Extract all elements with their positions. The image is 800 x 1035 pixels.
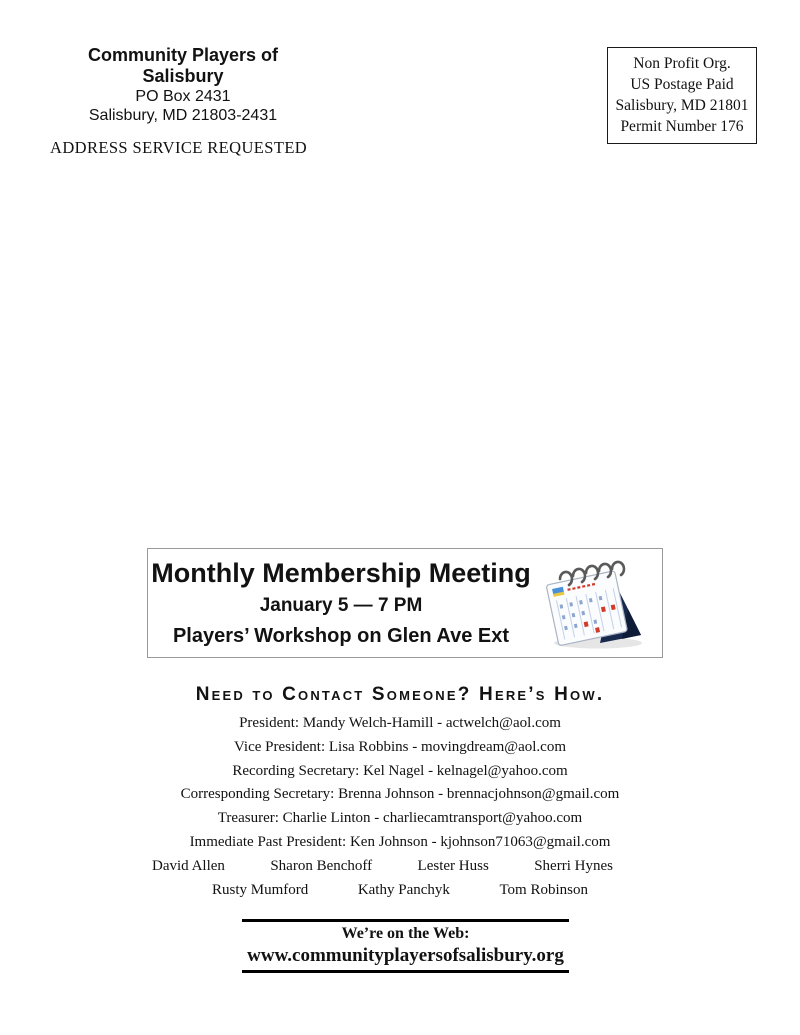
sender-city-line: Salisbury, MD 21803-2431	[88, 107, 278, 124]
board-member-name: Tom Robinson	[499, 881, 588, 898]
board-member-name: David Allen	[152, 857, 225, 874]
board-members-row	[212, 879, 588, 903]
organization-name: Community Players of Salisbury	[87, 45, 279, 86]
meeting-announcement-box	[147, 548, 663, 658]
postage-line: US Postage Paid	[630, 76, 734, 93]
board-member-name: Sharon Benchoff	[270, 857, 373, 874]
officer-contact-line: Vice President: Lisa Robbins - movingdream@aol.com	[233, 738, 566, 755]
board-members-row	[152, 855, 613, 879]
board-member-name: Rusty Mumford	[212, 881, 309, 898]
meeting-location: Players’ Workshop on Glen Ave Ext	[172, 625, 510, 647]
contacts-heading: Need to Contact Someone? Here’s How.	[195, 684, 605, 705]
website-url: www.communityplayersofsalisbury.org	[247, 945, 564, 966]
web-banner-label: We’re on the Web:	[341, 925, 470, 942]
contacts-list	[0, 712, 800, 902]
board-member-name: Kathy Panchyk	[357, 881, 450, 898]
officer-contact-line: Recording Secretary: Kel Nagel - kelnagel@yahoo.com	[232, 762, 568, 779]
meeting-title: Monthly Membership Meeting	[151, 558, 531, 588]
postage-permit-box	[607, 47, 757, 144]
sender-po-box: PO Box 2431	[135, 88, 231, 105]
web-banner	[242, 919, 569, 973]
meeting-text-block	[148, 549, 534, 657]
address-service-note: ADDRESS SERVICE REQUESTED	[50, 138, 308, 157]
board-member-name: Sherri Hynes	[534, 857, 613, 874]
postage-line: Salisbury, MD 21801	[615, 97, 749, 114]
officer-contact-line: Corresponding Secretary: Brenna Johnson - brennacjohnson@gmail.com	[180, 786, 620, 803]
board-member-name: Lester Huss	[417, 857, 489, 874]
postage-line: Permit Number 176	[620, 118, 744, 135]
officer-contact-line: Immediate Past President: Ken Johnson - kjohnson71063@gmail.com	[189, 833, 611, 850]
desk-calendar-icon	[534, 549, 662, 657]
officer-contact-line: President: Mandy Welch-Hamill - actwelch@aol.com	[239, 715, 561, 731]
officer-contact-line: Treasurer: Charlie Linton - charliecamtransport@yahoo.com	[217, 810, 583, 827]
postage-line: Non Profit Org.	[633, 55, 731, 72]
sender-address-block	[50, 45, 316, 125]
meeting-datetime: January 5 — 7 PM	[259, 595, 423, 616]
